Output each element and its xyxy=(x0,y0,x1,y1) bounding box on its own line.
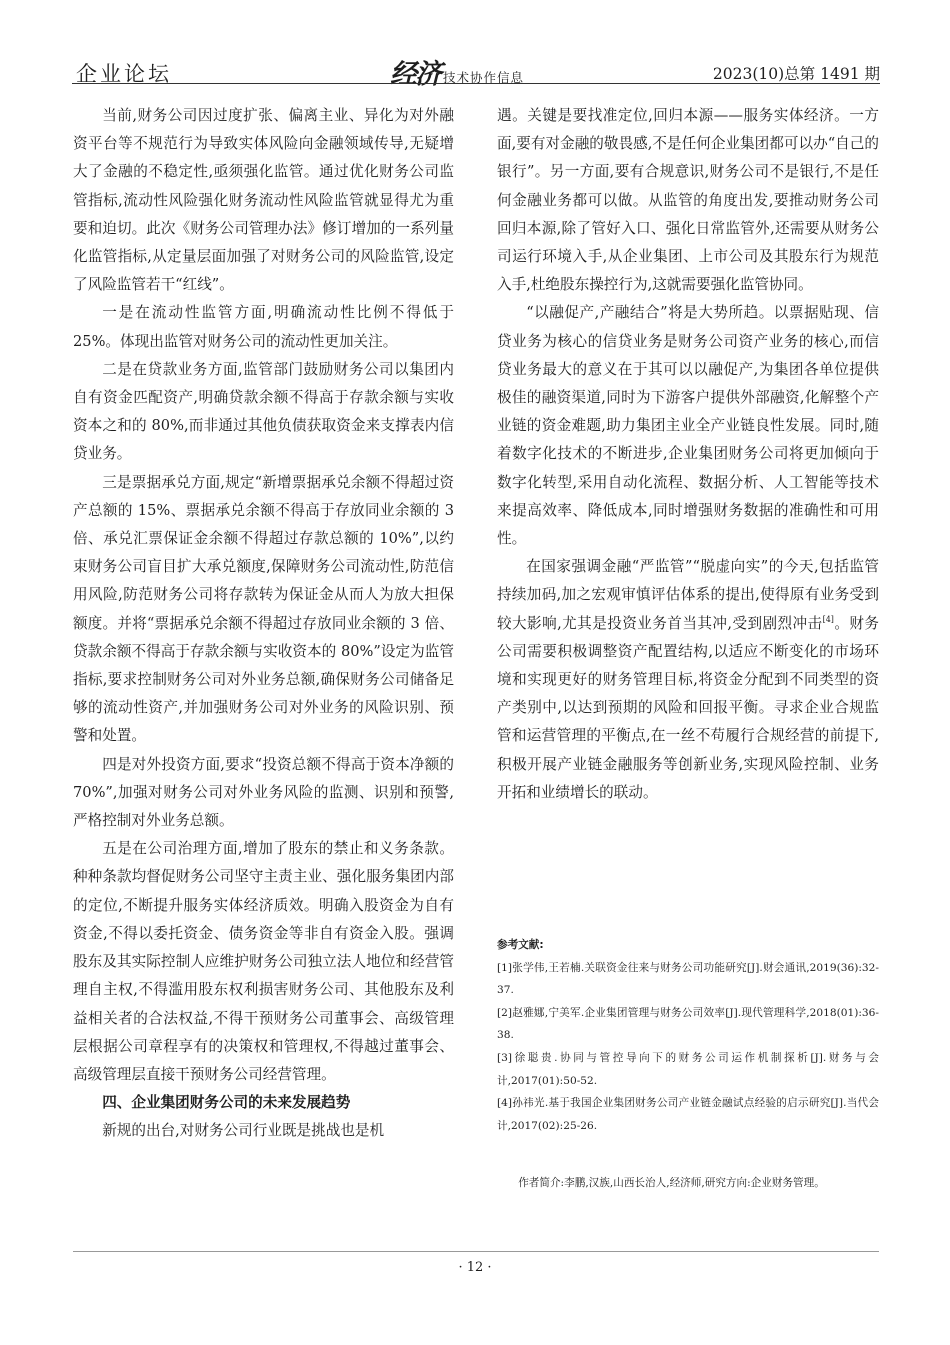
body-paragraph: 当前,财务公司因过度扩张、偏离主业、异化为对外融资平台等不规范行为导致实体风险向金融领域传导,无疑增大了金融的不稳定性,亟须强化监管。通过优化财务公司监管指标,流动性风险强化财务流动性风险监管就显得尤为重要和迫切。此次《财务公司管理办法》修订增加的一系列量化监管指标,从定量层面加强了对财务公司的风险监管,设定了风险监管若干“红线”。 xyxy=(73,107,454,294)
section-heading: 四、企业集团财务公司的未来发展趋势 xyxy=(102,1094,351,1112)
references xyxy=(497,934,879,1137)
reference-item: [2]赵雅娜,宁美军.企业集团管理与财务公司效率[J].现代管理科学,2018(01):36-38. xyxy=(497,1006,879,1042)
body-paragraph: 五是在公司治理方面,增加了股东的禁止和义务条款。种种条款均督促财务公司坚守主责主业、强化服务集团内部的定位,不断提升服务实体经济质效。明确入股资金为自有资金,不得以委托资金、债务资金等非自有资金入股。强调股东及其实际控制人应维护财务公司独立法人地位和经营管理自主权,不得滥用股东权利损害财务公司、其他股东及利益相关者的合法权益,不得干预财务公司董事会、高级管理层根据公司章程享有的决策权和管理权,不得越过董事会、高级管理层直接干预财务公司经营管理。 xyxy=(73,840,454,1083)
body-paragraph: 二是在贷款业务方面,监管部门鼓励财务公司以集团内自有资金匹配资产,明确贷款余额不得高于存款余额与实收资本之和的 80%,而非通过其他负债获取资金来支撑表内信贷业务。 xyxy=(73,360,454,463)
header-rule xyxy=(72,83,880,84)
body-paragraph: 四是对外投资方面,要求“投资总额不得高于资本净额的 70%”,加强对财务公司对外业务风险的监测、识别和预警,严格控制对外业务总额。 xyxy=(73,755,454,830)
body-paragraph: 三是票据承兑方面,规定“新增票据承兑余额不得超过资产总额的 15%、票据承兑余额不得高于存放同业余额的 3 倍、承兑汇票保证金余额不得超过存款总额的 10%”,以约束财务公司盲目扩大承兑额度,保障财务公司流动性,防范信用风险,防范财务公司将存款转为保证金从而人为放大担保额度。并将“票据承兑余额不得超过存放同业余额的 3 倍、贷款余额不得高于存款余额与实收资本的 80%”设定为监管指标,要求控制财务公司对外业务总额,确保财务公司储备足够的流动性资产,并加强财务公司对外业务的风险识别、预警和处置。 xyxy=(73,473,454,745)
body-paragraph xyxy=(497,553,879,807)
journal-logo xyxy=(390,52,524,91)
citation-marker: [4] xyxy=(822,614,834,624)
journal-logo-subtitle: 技术协作信息 xyxy=(443,70,525,85)
footer-rule xyxy=(73,1251,879,1252)
reference-item: [3]徐聪贵.协同与管控导向下的财务公司运作机制探析[J].财务与会计,2017(01):50-52. xyxy=(497,1051,879,1087)
author-bio: 作者简介:李鹏,汉族,山西长治人,经济师,研究方向:企业财务管理。 xyxy=(518,1177,825,1189)
section-title: 企业论坛 xyxy=(76,62,172,86)
body-paragraph: 一是在流动性监管方面,明确流动性比例不得低于 25%。体现出监管对财务公司的流动性更加关注。 xyxy=(73,304,454,350)
paragraph-text: 在国家强调金融“严监管”“脱虚向实”的今天,包括监管持续加码,加之宏观审慎评估体系的提出,使得原有业务受到较大影响,尤其是投资业务首当其冲,受到剧烈冲击 xyxy=(497,558,879,632)
journal-logo-mark: 经济 xyxy=(390,59,440,90)
page-number: · 12 · xyxy=(458,1260,492,1275)
reference-item: [1]张学伟,王若楠.关联资金往来与财务公司功能研究[J].财会通讯,2019(36):32-37. xyxy=(497,961,879,997)
issue-number: 2023(10)总第 1491 期 xyxy=(712,65,880,83)
body-paragraph: “以融促产,产融结合”将是大势所趋。以票据贴现、信贷业务为核心的信贷业务是财务公司资产业务的核心,而信贷业务最大的意义在于其可以以融促产,为集团各单位提供极佳的融资渠道,同时为下游客户提供外部融资,化解整个产业链的资金难题,助力集团主业全产业链良性发展。同时,随着数字化技术的不断进步,企业集团财务公司将更加倾向于数字化转型,采用自动化流程、数据分析、人工智能等技术来提高效率、降低成本,同时增强财务数据的准确性和可用性。 xyxy=(497,304,879,548)
right-column xyxy=(497,102,879,807)
paragraph-text: 。财务公司需要积极调整资产配置结构,以适应不断变化的市场环境和实现更好的财务管理目标,将资金分配到不同类型的资产类别中,以达到预期的风险和回报平衡。寻求企业合规监管和运营管理的平衡点,在一丝不苟履行合规经营的前提下,积极开展产业链金融服务等创新业务,实现风险控制、业务开拓和业绩增长的联动。 xyxy=(497,614,879,801)
references-title: 参考文献: xyxy=(497,939,544,951)
reference-item: [4]孙祎光.基于我国企业集团财务公司产业链金融试点经验的启示研究[J].当代会计,2017(02):25-26. xyxy=(497,1097,879,1132)
body-paragraph: 新规的出台,对财务公司行业既是挑战也是机 xyxy=(102,1122,385,1140)
left-column xyxy=(73,102,454,1146)
body-paragraph-continued: 遇。关键是要找准定位,回归本源——服务实体经济。一方面,要有对金融的敬畏感,不是任何企业集团都可以办“自己的银行”。另一方面,要有合规意识,财务公司不是银行,不是任何金融业务都可以做。从监管的角度出发,要推动财务公司回归本源,除了管好入口、强化日常监管外,还需要从财务公司运行环境入手,从企业集团、上市公司及其股东行为规范入手,杜绝股东操控行为,这就需要强化监管协同。 xyxy=(497,107,879,294)
page-header xyxy=(72,50,880,90)
